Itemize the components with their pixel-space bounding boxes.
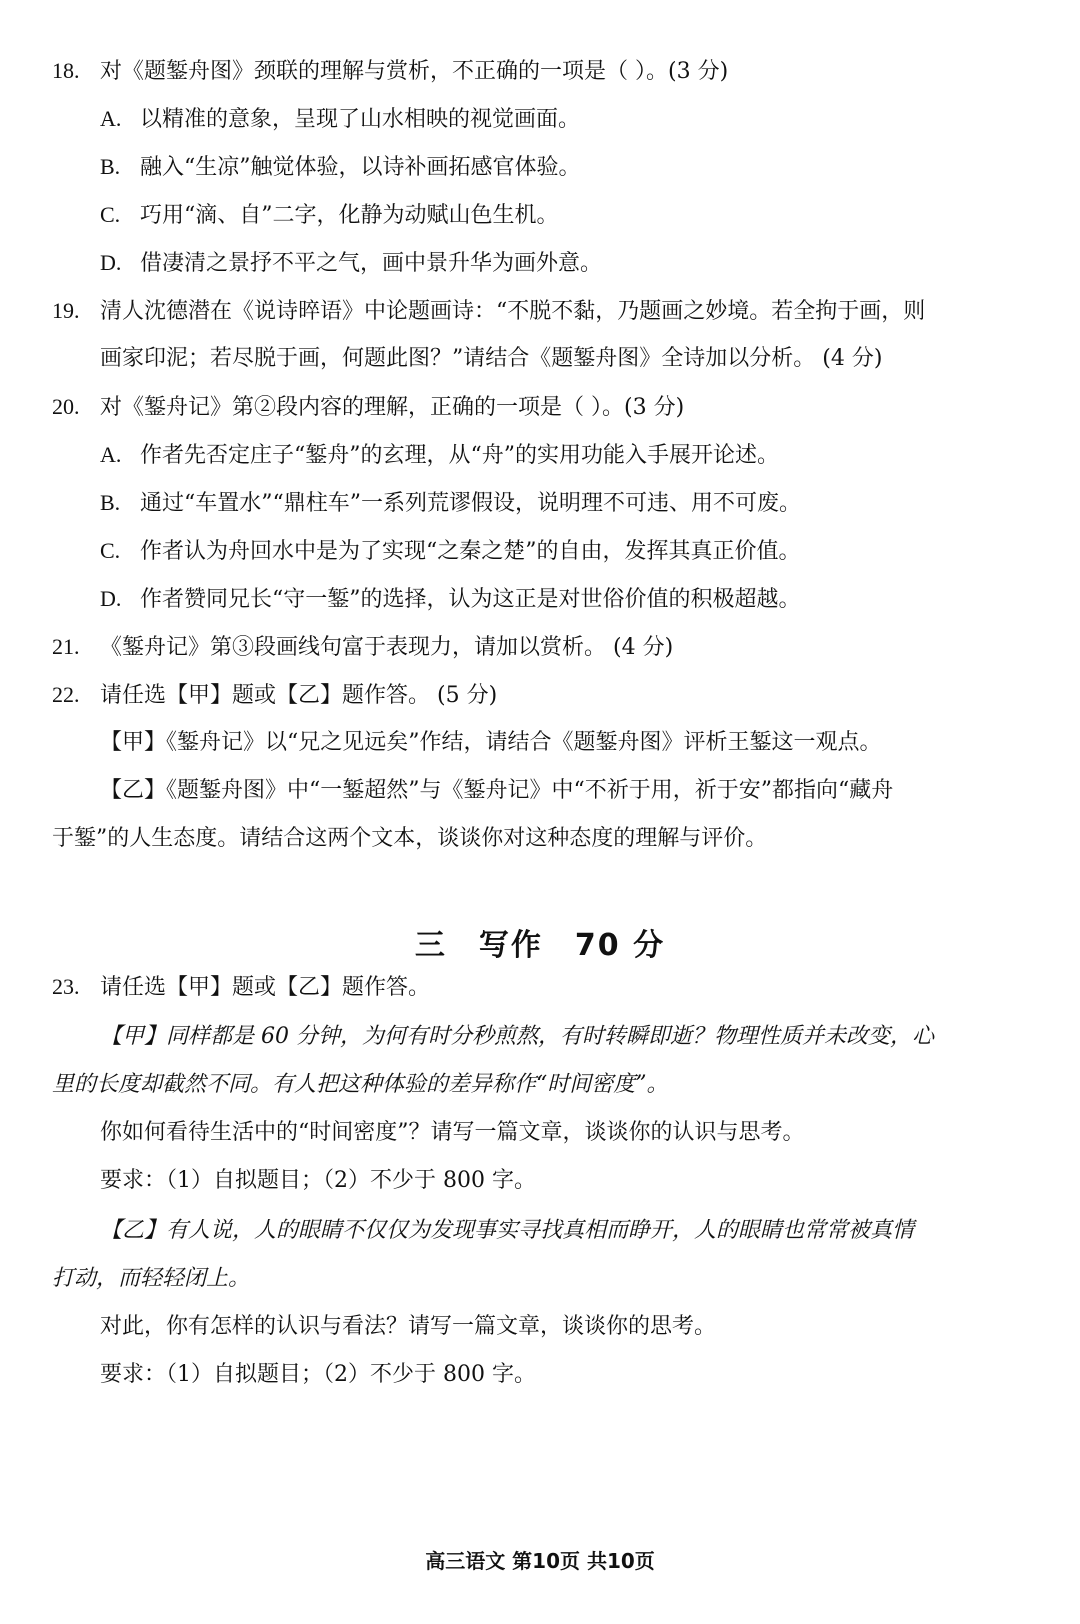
q20-option-b <box>100 488 801 519</box>
q23-yi-text-2: 打动，而轻轻闭上。 <box>52 1266 251 1291</box>
q23-jia-req-text: 要求：（1）自拟题目；（2）不少于 800 字。 <box>100 1168 536 1193</box>
option-text: 作者先否定庄子“錾舟”的玄理，从“舟”的实用功能入手展开论述。 <box>140 443 779 468</box>
option-letter: A. <box>100 442 122 467</box>
option-text: 以精准的意象，呈现了山水相映的视觉画面。 <box>140 107 581 132</box>
q20-number: 20. <box>52 394 80 419</box>
q18-stem <box>52 56 728 87</box>
q20-option-a <box>100 440 779 471</box>
option-letter: C. <box>100 538 121 563</box>
q19-text-1: 清人沈德潜在《说诗晬语》中论题画诗：“不脱不黏，乃题画之妙境。若全拘于画，则 <box>100 299 926 324</box>
q20-stem <box>52 392 684 423</box>
q21 <box>52 632 673 663</box>
option-letter: D. <box>100 250 122 275</box>
q23-jia-requirement <box>100 1166 536 1196</box>
q23-yi-req-text: 要求：（1）自拟题目；（2）不少于 800 字。 <box>100 1362 536 1387</box>
option-letter: A. <box>100 106 122 131</box>
q22-yi-line2 <box>52 824 767 854</box>
q22-yi-text-2: 于錾”的人生态度。请结合这两个文本，谈谈你对这种态度的理解与评价。 <box>52 826 768 851</box>
q23-yi-prompt <box>100 1312 716 1342</box>
q23-yi-text-1: 【乙】有人说，人的眼睛不仅仅为发现事实寻找真相而睁开，人的眼睛也常常被真情 <box>100 1218 915 1243</box>
option-text: 巧用“滴、自”二字，化静为动赋山色生机。 <box>140 203 559 228</box>
q23-jia-line1 <box>100 1022 934 1052</box>
q19-number: 19. <box>52 298 80 323</box>
q22-text: 请任选【甲】题或【乙】题作答。 (5 分) <box>100 683 498 708</box>
q23-number: 23. <box>52 974 80 999</box>
option-text: 作者赞同兄长“守一錾”的选择，认为这正是对世俗价值的积极超越。 <box>140 587 801 612</box>
q23-text: 请任选【甲】题或【乙】题作答。 <box>100 975 431 1000</box>
q23-jia-prompt <box>100 1118 805 1148</box>
q21-number: 21. <box>52 634 80 659</box>
q18-number: 18. <box>52 58 80 83</box>
q22-yi-text-1: 【乙】《题錾舟图》中“一錾超然”与《錾舟记》中“不祈于用，祈于安”都指向“藏舟 <box>100 778 894 803</box>
option-text: 借凄清之景抒不平之气，画中景升华为画外意。 <box>140 251 603 276</box>
q23-jia-text-2: 里的长度却截然不同。有人把这种体验的差异称作“时间密度”。 <box>52 1072 669 1097</box>
q23-yi-requirement <box>100 1360 536 1390</box>
option-text: 融入“生凉”触觉体验，以诗补画拓感官体验。 <box>140 155 581 180</box>
page-footer: 高三语文 第10页 共10页 <box>425 1549 655 1573</box>
q18-option-a <box>100 104 580 135</box>
q22-yi-line1 <box>100 776 893 806</box>
q18-option-c <box>100 200 559 231</box>
q19-line1 <box>52 296 925 327</box>
q22-jia <box>100 728 882 758</box>
q22-jia-text: 【甲】《錾舟记》以“兄之见远矣”作结，请结合《题錾舟图》评析王錾这一观点。 <box>100 730 882 755</box>
option-letter: B. <box>100 490 121 515</box>
option-text: 作者认为舟回水中是为了实现“之秦之楚”的自由，发挥其真正价值。 <box>140 539 801 564</box>
q20-option-d <box>100 584 801 615</box>
q19-line2 <box>100 344 882 374</box>
q18-option-b <box>100 152 581 183</box>
option-letter: B. <box>100 154 121 179</box>
q23-yi-line2 <box>52 1264 250 1294</box>
q23-jia-text-1: 【甲】同样都是 60 分钟，为何有时分秒煎熬，有时转瞬即逝？物理性质并未改变，心 <box>100 1024 934 1049</box>
q19-text-2: 画家印泥；若尽脱于画，何题此图？”请结合《题錾舟图》全诗加以分析。 (4 分) <box>100 346 883 371</box>
q22-number: 22. <box>52 682 80 707</box>
q18-text: 对《题錾舟图》颈联的理解与赏析，不正确的一项是（ ）。(3 分) <box>100 59 729 84</box>
option-letter: C. <box>100 202 121 227</box>
q20-text: 对《錾舟记》第②段内容的理解，正确的一项是（ ）。(3 分) <box>100 395 685 420</box>
q23-stem <box>52 972 430 1003</box>
option-letter: D. <box>100 586 122 611</box>
q23-jia-prompt-text: 你如何看待生活中的“时间密度”？请写一篇文章，谈谈你的认识与思考。 <box>100 1120 805 1145</box>
section-title: 三 写作 70 分 <box>414 928 666 963</box>
q20-option-c <box>100 536 801 567</box>
q21-text: 《錾舟记》第③段画线句富于表现力，请加以赏析。 (4 分) <box>100 635 674 660</box>
q22-stem <box>52 680 497 711</box>
option-text: 通过“车置水”“鼎柱车”一系列荒谬假设，说明理不可违、用不可废。 <box>140 491 801 516</box>
q23-jia-line2 <box>52 1070 669 1100</box>
q18-option-d <box>100 248 602 279</box>
q23-yi-prompt-text: 对此，你有怎样的认识与看法？请写一篇文章，谈谈你的思考。 <box>100 1314 717 1339</box>
q23-yi-line1 <box>100 1216 914 1246</box>
